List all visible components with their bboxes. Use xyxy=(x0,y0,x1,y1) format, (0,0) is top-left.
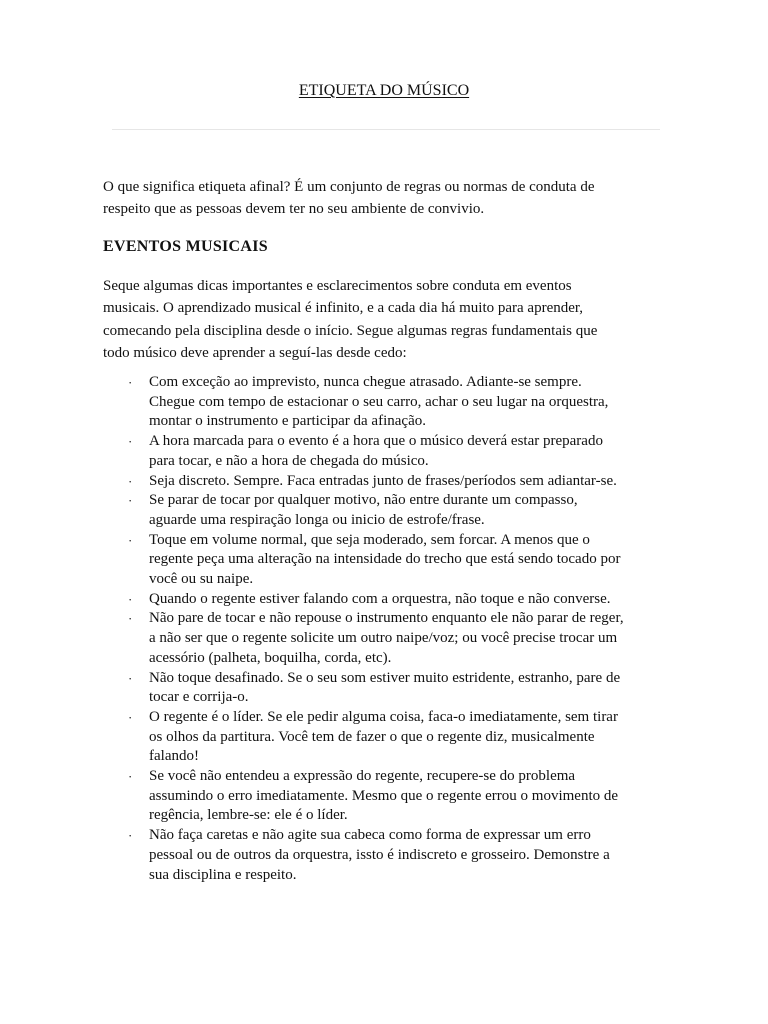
list-item xyxy=(124,708,624,767)
list-item xyxy=(124,609,624,668)
bullet-icon: · xyxy=(128,434,133,450)
tip-text: Seja discreto. Sempre. Faca entradas junto de frases/períodos sem adiantar-se. xyxy=(149,472,617,489)
bullet-icon: · xyxy=(128,532,133,548)
tip-text: Toque em volume normal, que seja moderado, sem forcar. A menos que o regente peça uma alteração na intensidade do trecho que está sendo tocado por você ou su naipe. xyxy=(149,531,621,588)
bullet-icon: · xyxy=(128,828,133,844)
tip-text: Não faça caretas e não agite sua cabeca como forma de expressar um erro pessoal ou de outros da orquestra, isstо é indiscreto e grosseiro. Demonstre a sua disciplina e respeito. xyxy=(149,827,610,883)
tip-text: Não pare de tocar e não repouse o instrumento enquanto ele não parar de reger, a não ser que o regente solicite um outro naipe/voz; ou você precise trocar um acessório (palheta, boquilha, corda, etc). xyxy=(149,610,624,666)
bullet-icon: · xyxy=(128,670,133,686)
list-item xyxy=(124,472,624,492)
list-item xyxy=(124,432,624,471)
tip-text: Não toque desafinado. Se o seu som estiver muito estridente, estranho, pare de tocar e corrija-o. xyxy=(149,669,621,706)
bullet-icon: · xyxy=(128,709,133,725)
bullet-icon: · xyxy=(128,769,133,785)
bullet-icon: · xyxy=(128,473,133,489)
bullet-icon: · xyxy=(128,591,133,607)
tip-text: Com exceção ao imprevisto, nunca chegue atrasado. Adiante-se sempre. Chegue com tempo de estacionar o seu carro, achar o seu lugar na orquestra, montar o instrumento e participar da afinação. xyxy=(149,374,609,430)
list-item xyxy=(124,373,624,432)
list-item xyxy=(124,669,624,708)
list-item xyxy=(124,590,624,610)
section-heading: EVENTOS MUSICAIS xyxy=(103,238,268,255)
title-divider xyxy=(112,129,660,130)
tip-text: O regente é o líder. Se ele pedir alguma coisa, faca-o imediatamente, sem tirar os olhos da partitura. Você tem de fazer o que o regente diz, musicalmente falando! xyxy=(149,708,618,765)
section-intro-paragraph: Seque algumas dicas importantes e esclarecimentos sobre conduta em eventos musicais. O aprendizado musical é infinito, e a cada dia há muito para aprender, comecando pela disciplina desde o início. Segue algumas regras fundamentais que todo músico deve aprender a seguí-las desde cedo: xyxy=(103,278,598,361)
tip-text: Se parar de tocar por qualquer motivo, não entre durante um compasso, aguarde uma respiração longa ou inicio de estrofe/frase. xyxy=(149,492,578,528)
bullet-icon: · xyxy=(128,493,133,509)
tip-text: A hora marcada para o evento é a hora que o músico deverá estar preparado para tocar, e não a hora de chegada do músico. xyxy=(149,433,603,469)
intro-paragraph: O que significa etiqueta afinal? É um conjunto de regras ou normas de conduta de respeito que as pessoas devem ter no seu ambiente de convivio. xyxy=(103,179,595,217)
etiquette-tips-list xyxy=(124,373,624,885)
list-item xyxy=(124,767,624,826)
bullet-icon: · xyxy=(128,611,133,627)
list-item xyxy=(124,491,624,530)
bullet-icon: · xyxy=(128,375,133,390)
list-item xyxy=(124,531,624,590)
list-item xyxy=(124,826,624,885)
tip-text: Se você não entendeu a expressão do regente, recupere-se do problema assumindo o erro imediatamente. Mesmo que o regente errou o movimento de regência, lembre-se: ele é o líder. xyxy=(149,768,619,824)
page-title xyxy=(0,80,768,102)
page-title-text: ETIQUETA DO MÚSICO xyxy=(298,82,470,99)
tip-text: Quando o regente estiver falando com a orquestra, não toque e não converse. xyxy=(149,590,611,607)
